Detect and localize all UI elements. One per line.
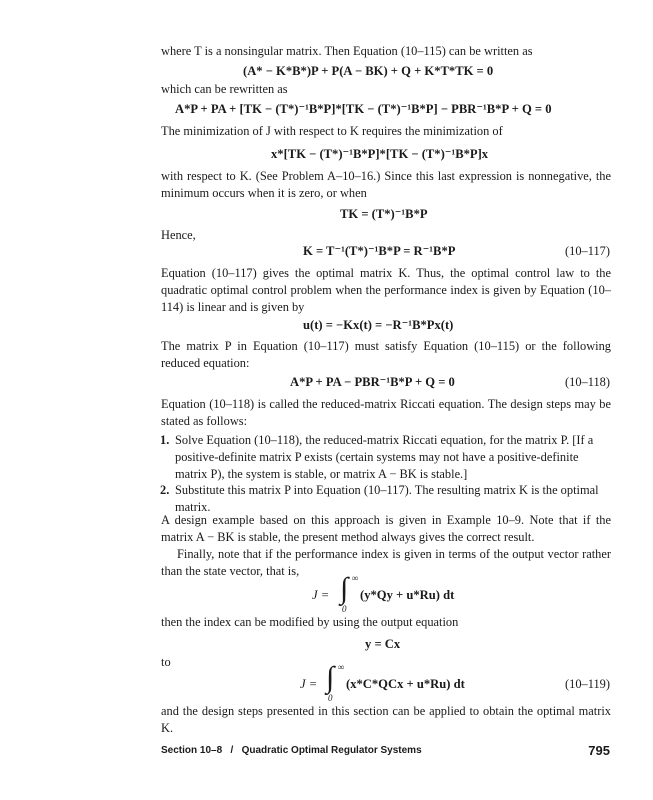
paragraph: A design example based on this approach is given in Example 10–9. Note that if the matrix A − BK is stable, the present method always gives the correct result. <box>161 513 611 544</box>
page-number: 795 <box>588 743 610 758</box>
paragraph: where T is a nonsingular matrix. Then Equation (10–115) can be written as <box>161 44 533 58</box>
equation: K = T⁻¹(T*)⁻¹B*P = R⁻¹B*P <box>303 244 456 258</box>
list-number: 1. <box>160 433 170 447</box>
list-text: Solve Equation (10–118), the reduced-matrix Riccati equation, for the matrix P. [If a positive-definite matrix P exists (certain systems may not have a positive-definite matrix P), the system is stable, or matrix A − BK is stable.] <box>175 433 594 481</box>
paragraph: Hence, <box>161 228 196 242</box>
equation: (x*C*QCx + u*Ru) dt <box>346 677 465 691</box>
equation: y = Cx <box>365 637 401 651</box>
integral-lower-limit: 0 <box>342 604 347 614</box>
list-text: Substitute this matrix P into Equation (10–117). The resulting matrix K is the optimal matrix. <box>175 483 599 514</box>
equation-lhs: J = <box>300 677 318 691</box>
paragraph: Equation (10–117) gives the optimal matrix K. Thus, the optimal control law to the quadratic optimal control problem when the performance index is given by Equation (10–114) is linear and is given by <box>161 266 611 314</box>
paragraph: Equation (10–118) is called the reduced-matrix Riccati equation. The design steps may be stated as follows: <box>161 397 611 428</box>
equation-number: (10–119) <box>565 677 610 691</box>
equation-number: (10–118) <box>565 375 610 389</box>
equation: x*[TK − (T*)⁻¹B*P]*[TK − (T*)⁻¹B*P]x <box>271 147 489 161</box>
equation-number: (10–117) <box>565 244 610 258</box>
paragraph: with respect to K. (See Problem A–10–16.) Since this last expression is nonnegative, the minimum occurs when it is zero, or when <box>161 169 611 200</box>
integral-upper-limit: ∞ <box>352 573 359 583</box>
list-item <box>160 432 611 483</box>
equation: (y*Qy + u*Ru) dt <box>360 588 455 602</box>
equation: (A* − K*B*)P + P(A − BK) + Q + K*T*TK = 0 <box>243 64 494 78</box>
equation: A*P + PA − PBR⁻¹B*P + Q = 0 <box>290 375 455 389</box>
integral-upper-limit: ∞ <box>338 662 345 672</box>
paragraph: The matrix P in Equation (10–117) must satisfy Equation (10–115) or the following reduced equation: <box>161 339 611 370</box>
list-item <box>160 482 611 516</box>
paragraph: then the index can be modified by using the output equation <box>161 615 459 629</box>
paragraph: to <box>161 655 171 669</box>
list-number: 2. <box>160 483 170 497</box>
paragraph: which can be rewritten as <box>161 82 288 96</box>
running-footer: Section 10–8 / Quadratic Optimal Regulator Systems <box>161 745 422 756</box>
equation-lhs: J = <box>312 588 330 602</box>
integral-lower-limit: 0 <box>328 693 333 703</box>
equation: u(t) = −Kx(t) = −R⁻¹B*Px(t) <box>303 318 454 332</box>
integral-sign: ∫ <box>340 572 349 605</box>
paragraph: Finally, note that if the performance index is given in terms of the output vector rather than the state vector, that is, <box>161 547 611 578</box>
equation: TK = (T*)⁻¹B*P <box>340 207 428 221</box>
equation: A*P + PA + [TK − (T*)⁻¹B*P]*[TK − (T*)⁻¹B*P] − PBR⁻¹B*P + Q = 0 <box>175 102 552 116</box>
paragraph: The minimization of J with respect to K requires the minimization of <box>161 124 503 138</box>
integral-sign: ∫ <box>326 661 335 694</box>
paragraph: and the design steps presented in this section can be applied to obtain the optimal matrix K. <box>161 704 611 735</box>
